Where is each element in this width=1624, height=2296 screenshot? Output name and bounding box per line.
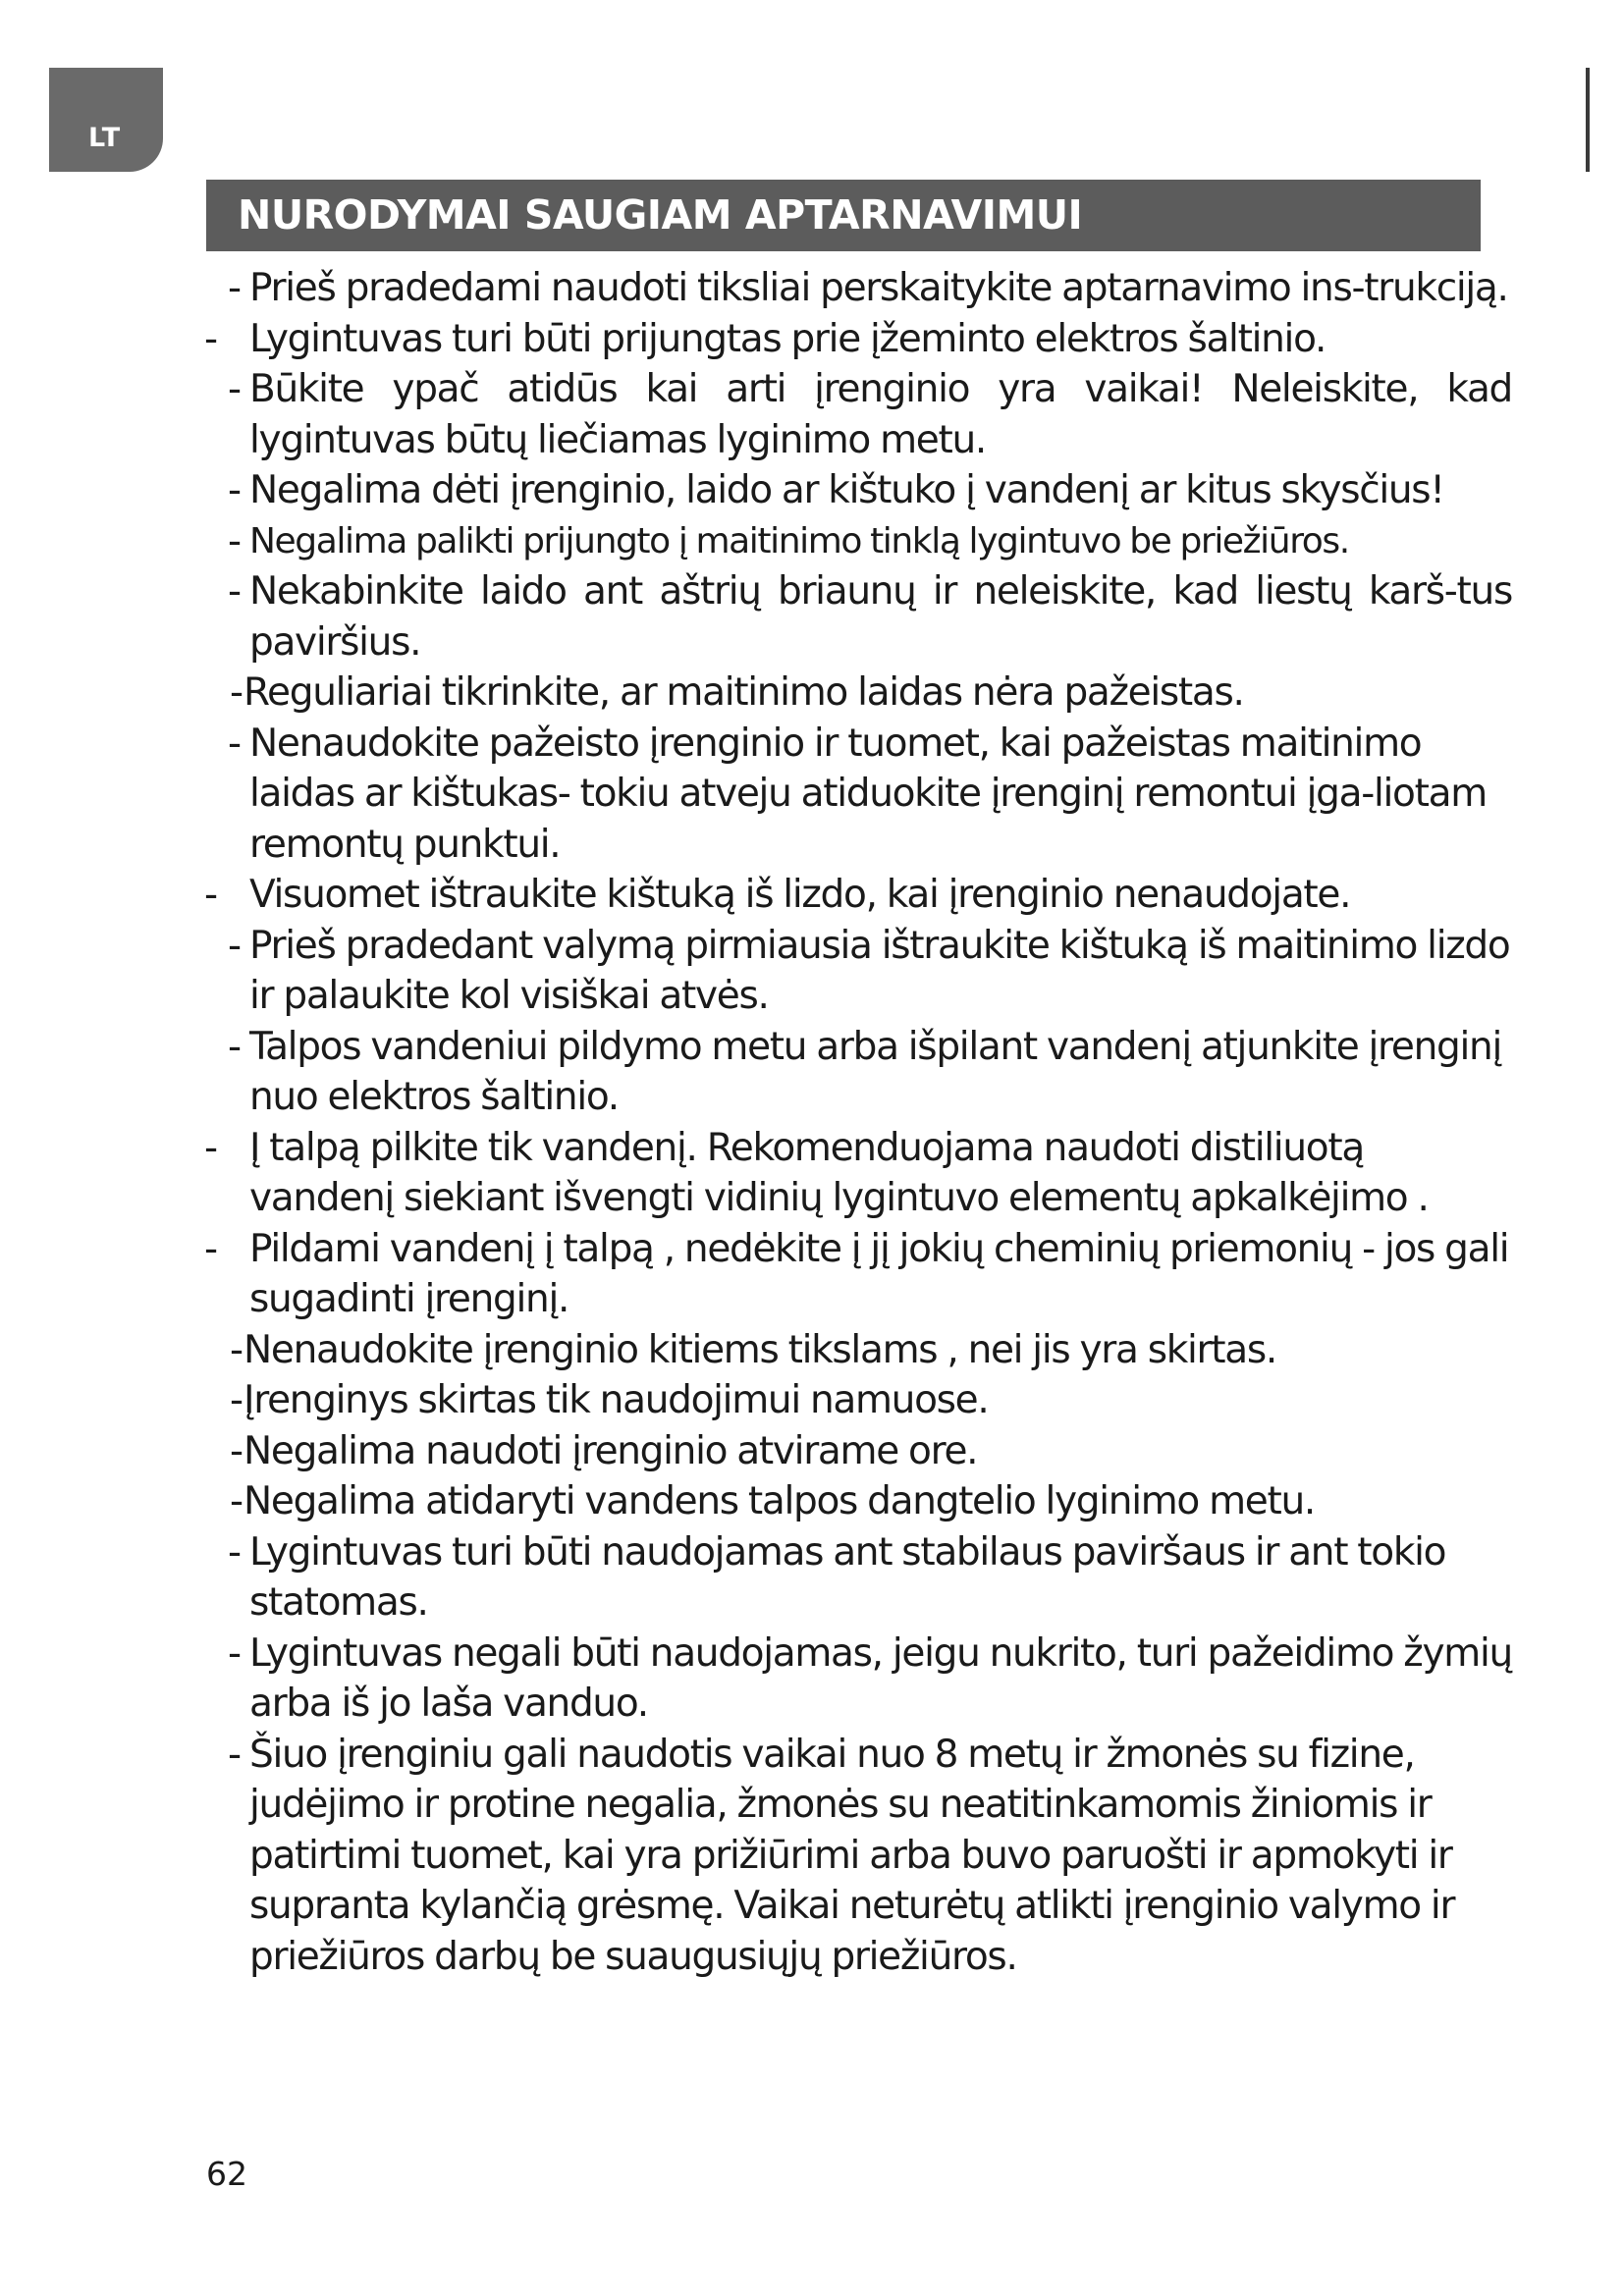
list-item-text: Nekabinkite laido ant aštrių briaunų ir neleiskite, kad liestų karš-tus paviršius. <box>249 569 1512 665</box>
list-item-text: Pildami vandenį į talpą , nedėkite į jį jokių cheminių priemonių - jos gali sugadinti įrenginį. <box>249 1226 1509 1321</box>
list-item <box>196 1426 1512 1477</box>
list-item <box>196 1730 1512 1983</box>
list-item-text: Reguliariai tikrinkite, ar maitinimo laidas nėra pažeistas. <box>244 670 1244 715</box>
list-item <box>196 870 1512 921</box>
list-dash: - <box>204 1226 217 1271</box>
edge-marker-line <box>1586 68 1590 172</box>
list-dash: - <box>228 367 241 411</box>
list-item <box>196 263 1512 314</box>
list-item-text: Lygintuvas turi būti naudojamas ant stabilaus paviršaus ir ant tokio statomas. <box>249 1529 1446 1625</box>
list-dash: - <box>204 316 217 361</box>
list-item-text: Negalima palikti prijungto į maitinimo tinklą lygintuvo be priežiūros. <box>249 520 1349 561</box>
list-item-text: Negalima atidaryti vandens talpos dangtelio lyginimo metu. <box>244 1479 1315 1523</box>
list-dash: - <box>228 923 241 968</box>
list-dash: - <box>228 1529 241 1575</box>
list-dash: - <box>228 569 241 614</box>
list-item <box>196 1527 1512 1629</box>
list-item <box>196 667 1512 719</box>
list-item <box>196 719 1512 871</box>
list-item <box>196 516 1512 567</box>
list-dash: - <box>228 468 241 512</box>
list-item-text: Šiuo įrenginiu gali naudotis vaikai nuo 8 metų ir žmonės su fizine, judėjimo ir protine negalia, žmonės su neatitinkamomis žiniomis ir patirtimi tuomet, kai yra prižiūrimi arba buvo paruošti ir apmokyti ir supranta kylančią grėsmę. Vaikai neturėtų atlikti įrenginio valymo ir priežiūros darbų be suaugusiųjų priežiūros. <box>249 1732 1455 1979</box>
page-number: 62 <box>206 2155 247 2193</box>
list-dash: - <box>228 518 241 563</box>
list-dash: - <box>230 1428 243 1473</box>
list-item <box>196 364 1512 465</box>
list-item-text: Įrenginys skirtas tik naudojimui namuose. <box>244 1378 989 1422</box>
list-item <box>196 566 1512 667</box>
list-item <box>196 1224 1512 1325</box>
list-dash: - <box>228 721 241 766</box>
list-item-text: Būkite ypač atidūs kai arti įrenginio yra vaikai! Neleiskite, kad lygintuvas būtų liečiamas lyginimo metu. <box>249 367 1512 462</box>
list-item <box>196 1476 1512 1527</box>
list-item-text: Nenaudokite įrenginio kitiems tikslams , nei jis yra skirtas. <box>244 1327 1276 1372</box>
list-item-text: Lygintuvas turi būti prijungtas prie įžeminto elektros šaltinio. <box>249 316 1326 361</box>
list-item <box>196 1629 1512 1730</box>
list-item <box>196 1022 1512 1123</box>
section-title: NURODYMAI SAUGIAM APTARNAVIMUI <box>206 180 1481 251</box>
language-tab: LT <box>49 68 163 172</box>
list-dash: - <box>204 873 217 917</box>
list-item <box>196 1123 1512 1224</box>
list-dash: - <box>230 1378 243 1422</box>
list-item-text: Į talpą pilkite tik vandenį. Rekomenduojama naudoti distiliuotą vandenį siekiant išvengti vidinių lygintuvo elementų apkalkėjimo . <box>249 1125 1429 1220</box>
list-dash: - <box>228 266 241 310</box>
list-item-text: Prieš pradedami naudoti tiksliai perskaitykite aptarnavimo ins-trukciją. <box>249 266 1508 310</box>
list-item <box>196 465 1512 516</box>
list-item-text: Nenaudokite pažeisto įrenginio ir tuomet, kai pažeistas maitinimo laidas ar kištukas- tokiu atveju atiduokite įrenginį remontui įga-liotam remontų punktui. <box>249 721 1487 867</box>
list-dash: - <box>228 1630 241 1676</box>
list-dash: - <box>228 1732 241 1777</box>
list-item-text: Negalima dėti įrenginio, laido ar kištuko į vandenį ar kitus skysčius! <box>249 468 1444 512</box>
list-dash: - <box>230 1327 243 1372</box>
list-dash: - <box>230 1479 243 1523</box>
list-item <box>196 1375 1512 1426</box>
list-dash: - <box>230 670 243 715</box>
list-item-text: Talpos vandeniui pildymo metu arba išpilant vandenį atjunkite įrenginį nuo elektros šaltinio. <box>249 1024 1501 1119</box>
list-item <box>196 1325 1512 1376</box>
safety-instructions-list <box>196 263 1512 1982</box>
list-item-text: Negalima naudoti įrenginio atvirame ore. <box>244 1428 978 1473</box>
list-item-text: Lygintuvas negali būti naudojamas, jeigu nukrito, turi pažeidimo žymių arba iš jo laša vanduo. <box>249 1630 1512 1726</box>
list-item <box>196 921 1512 1022</box>
list-item <box>196 314 1512 365</box>
list-item-text: Visuomet ištraukite kištuką iš lizdo, kai įrenginio nenaudojate. <box>249 873 1351 917</box>
list-dash: - <box>228 1024 241 1069</box>
list-dash: - <box>204 1125 217 1170</box>
list-item-text: Prieš pradedant valymą pirmiausia ištraukite kištuką iš maitinimo lizdo ir palaukite kol visiškai atvės. <box>249 923 1510 1018</box>
